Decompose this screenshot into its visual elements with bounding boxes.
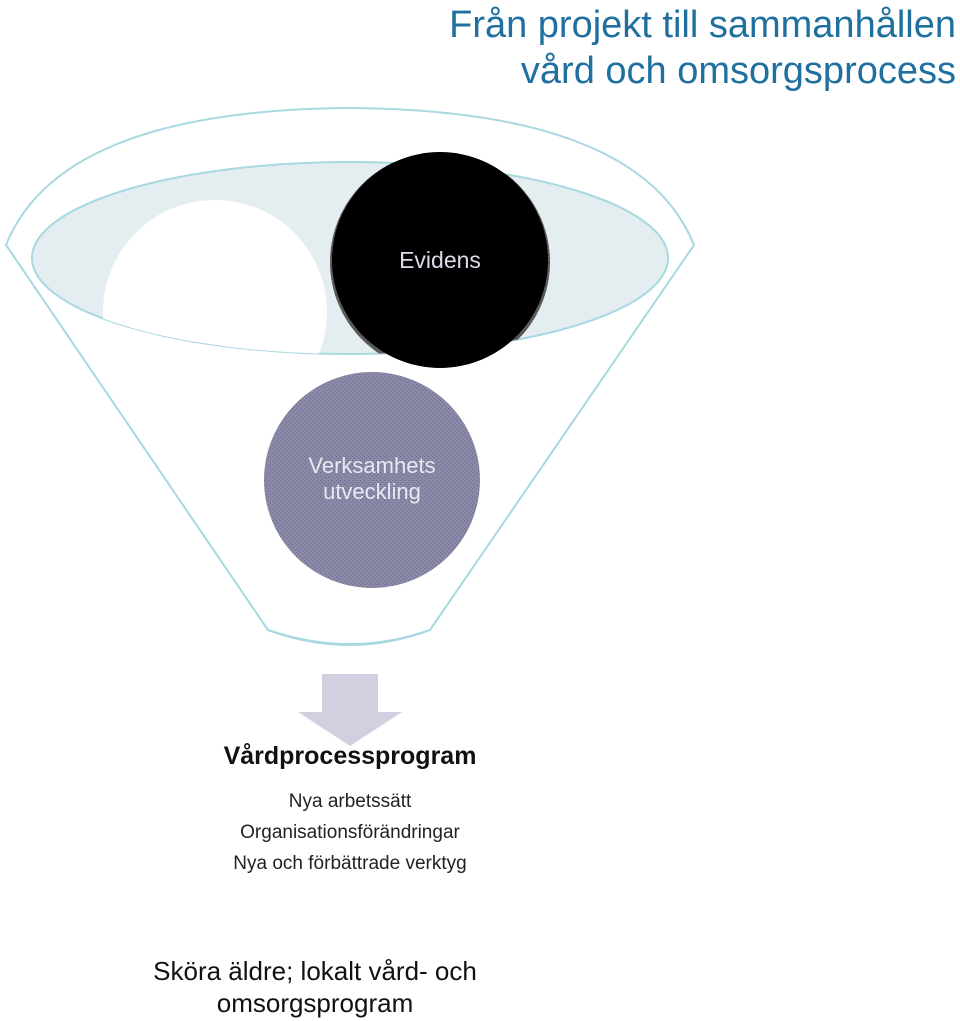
circle-evidens-label: Evidens [399,247,481,273]
title-line-1: Från projekt till sammanhållen [449,4,956,46]
result-list [150,786,550,879]
circle-mid-label-line-2: utveckling [323,479,421,504]
circle-verksamhet-label [262,453,482,505]
down-arrow [298,674,402,746]
result-line-3: Nya och förbättrade verktyg [233,853,467,874]
footer-line-2: omsorgsprogram [216,988,414,1018]
result-line-1: Nya arbetssätt [288,791,412,812]
result-line-2: Organisationsförändringar [240,822,460,843]
result-heading: Vårdprocessprogram [223,742,477,770]
title-line-2: vård och omsorgsprocess [520,50,956,92]
circle-mid-label-line-1: Verksamhets [308,453,436,478]
footer-line-1: Sköra äldre; lokalt vård- och [153,956,477,986]
footer-text [110,955,520,1019]
